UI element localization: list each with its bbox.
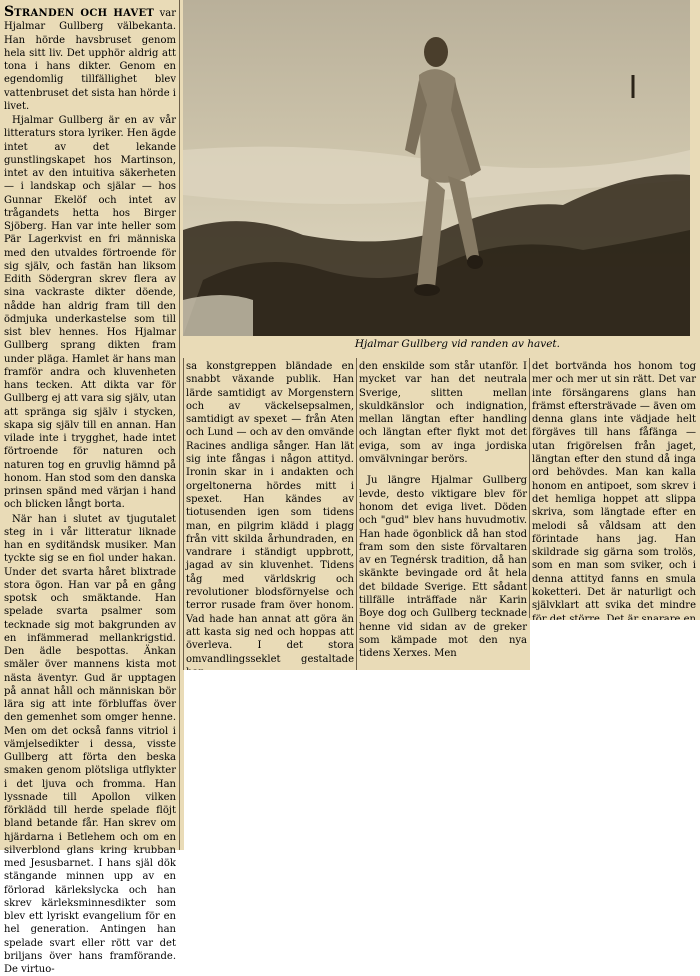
article-column-4 (532, 360, 696, 618)
article-column-3 (359, 360, 527, 668)
column-divider (179, 0, 180, 850)
column-divider (356, 358, 357, 670)
headline-initial: S (4, 4, 14, 20)
photo-sand (183, 295, 253, 336)
article-paragraph: Hjalmar Gullberg är en av vår litteraturs stora lyriker. Hen ägde intet av det lekande gunstlingskapet hos Martinson, intet av den intuitiva säkerheten — i landskap och själar — hos Gunnar Ekelöf och intet av trågandets hetta hos Birger Sjöberg. Han var inte heller som Pär Lagerkvist en fri människa med den utvaldes förtroende för sig själv, och fastän han liksom Edith Södergran skrev flera av sina vackraste dikter döende, nådde han aldrig fram till den ödmjuka underkastelse som till sist blev hennes. Hos Hjalmar Gullberg sprang dikten fram under pläga. Hamlet är hans man framför andra och kluvenheten hans tecken. Att dikta var för Gullberg ej att vara sig själv, utan att spränga sig själv i stycken, skapa sig själv till en annan. Han vilade inte i trygghet, hade intet förtroende för naturen och naturen tog en gruvlig hämnd på honom. Han stod som den danska prinsen spänd med värjan i hand och blicken långt borta. (4, 114, 176, 512)
article-column-2 (186, 360, 354, 668)
article-paragraph: När han i slutet av tjugutalet steg in i vår litteratur liknade han en syditändsk musiker. Man tyckte sig se en fiol under hakan. Under det svarta håret blixtrade stora ögon. Han var på en gång spotsk och smäktande. Han spelade svarta psalmer som tecknade sig mot bakgrunden av en infämmerad mellankrigstid. Den ädle bespottas. Änkan smäler över mannens kista mot nästa äventyr. Gud är upptagen på annat håll och människan bör lära sig att inte förbluffas över den gemenhet som omger henne. Men om det också fanns vitriol i vämjelsedikter i dessa, visste Gullberg att förta den beska smaken genom plötsliga utflykter i det ljuva och fromma. Han lyssnade till Apollon vilken förklädd till herde spelade flöjt bland betande får. Han skrev om hjärdarna i Betlehem och om en silverblond glans kring krubban med Jesusbarnet. I hans själ dök stängande minnen upp av en förlorad kärlekslycka och han skrev kärleksminnesdikter som blev ett lyriskt evangelium för en hel generation. Antingen han spelade svart eller rött var det briljans över hans framförande. De virtuo- (4, 513, 176, 976)
article-paragraph: sa konstgreppen bländade en snabbt växande publik. Han lärde samtidigt av Morgenstern och av väckelsepsalmen, samtidigt av spexet — från Aten och Lund — och av den omvände Racines andliga sånger. Han lät sig inte fångas i någon attityd. Ironin skar in i andakten och orgeltonerna hördes mitt i spexet. Han kändes av tiotusenden igen som tidens man, en pilgrim klädd i plagg från vitt skilda århundraden, en vandrare i ständigt uppbrott, jagad av sin kluvenhet. Tidens tåg med världskrig och revolutioner blodsförnyelse och terror rusade fram över honom. Vad hade han annat att göra än att kasta sig ned och hoppas att överleva. I det stora omvandlingsseklet gestaltade (186, 360, 354, 679)
page-blank-area (530, 620, 700, 670)
column-divider (183, 358, 184, 670)
article-photo (183, 0, 690, 336)
article-paragraph: Ju längre Hjalmar Gullberg levde, desto viktigare blev för honom det eviga livet. Döden och "gud" blev hans huvudmotiv. Han hade ögonblick då han stod fram som den siste förvaltaren av en Tegnérsk tradition, då han skänkte bevingade ord åt hela det bildade Sverige. Ett sådant tillfälle inträffade när Karin Boye dog och Gullberg tecknade henne vid sidan av de greker som kämpade mot den nya tidens Xerxes. Men (359, 474, 527, 660)
article-column-1 (4, 6, 176, 846)
headline: TRANDEN OCH HAVET (14, 8, 154, 19)
column-divider (529, 358, 530, 618)
article-paragraph (4, 6, 176, 113)
page-blank-area (184, 670, 700, 850)
article-paragraph: det bortvända hos honom tog mer och mer ut sin rätt. Det var inte försängarens glans han främst eftersträvade — även om denna glans inte vädjade helt förgäves till hans fåfänga — utan frigörelsen från jaget, längtan efter den stund då inga ord behövdes. Man kan kalla honom en antipoet, som skrev i det hemliga hoppet att slippa skriva, som längtade efter en melodi så våldsam att den förintade hans jag. Han skildrade sig gärna som trolös, som en man som sviker, och i denna attityd fanns en smula koketteri. Det är naturligt och självklart att svika det mindre (532, 360, 696, 666)
photo-caption: Hjalmar Gullberg vid randen av havet. (183, 338, 690, 358)
article-paragraph: den enskilde som står utanför. I mycket var han det neutrala Sverige, slitten mellan skuldkänslor och indignation, mellan längtan efter handling och längtan efter flykt mot det eviga, som av inga jordiska omvälvningar berörs. (359, 360, 527, 466)
beach-photo-illustration (183, 0, 690, 336)
paragraph-text: var Hjalmar Gullberg välbekanta. Han hörde havsbruset genom hela sitt liv. Det upphör aldrig att tona i hans dikter. Genom en egendomlig tillfällighet blev vattenbruset det sista han hörde i livet. (4, 8, 176, 112)
